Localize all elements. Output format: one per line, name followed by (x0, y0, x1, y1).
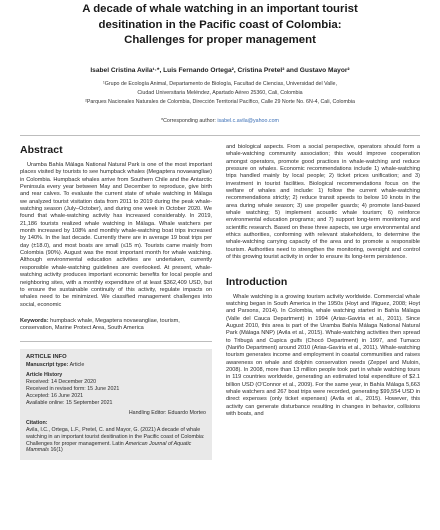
corresponding-author (10, 118, 430, 124)
handling-editor: Handling Editor: Eduardo Morteo (128, 409, 206, 416)
affiliation-line: ¹Grupo de Ecología Animal, Departamento de Biología, Facultad de Ciencias, Universidad del Valle, (103, 81, 337, 87)
abstract-continuation: and biological aspects. From a social perspective, operators should form a whale-watching community association; this would improve cooperation amongst operators, promote good practices in whale-watching and reduce pressure on whales. Economic recommendations include 1) whale-watching trips handled mainly by local people; 2) ticket prices unification; and 3) investment in tourist facilities. Biological recommendations focus on the welfare of whales and include: 1) follow the current whale-watching recommendations strictly; 2) reduce transit speeds to below 10 knots in the area during whale season; 3) use propeller guards; 4) promote land-based whale watching; 5) implement acoustic whale tourism; 6) reinforce environmental education programs; and 7) support long-term monitoring and scientific research. Based on these three aspects, we urge environmental and ethics authorities, conforming with relevant stakeholders, to determine the whale-watching carrying capacity of the area and to promote a responsible tourism. Authorities need to strengthen the monitoring, oversight and control of this growing tourist activity in order to ensure its long-term persistence. (226, 144, 420, 261)
affiliation-line: Ciudad Universitaria Meléndez, Apartado Aéreo 25360, Cali, Colombia (137, 90, 303, 96)
author-email-link[interactable]: isabel.c.avila@yahoo.com (217, 118, 279, 124)
keywords-label: Keywords: (20, 317, 49, 324)
abstract-text: Uramba Bahía Málaga National Natural Park is one of the most important places visited by tourists to see humpback whales (Megaptera novaeangliae) in Colombia. Humpback whales arrive from Southern Chile and the Antarctic Peninsula every year between May and December to reproduce, give birth and rear calves. To evaluate the current state of whale watching in Málaga we analyzed tourist visitation data from 2011 to 2019 during the peak whale-watching season (July–October), and during one week in October 2020. We found that whale-watching activity has increased considerably. In 2019, 21,186 tourists realized whale watching in Málaga. Whale watchers per month increased by 108% and monthly whale-watching boat trips increased by 140%. In the last decade. Currently there are in average 19 boat trips per day (±18.0), and most boats are small (≤15 m). Tourists came mainly from Colombia (90%). August was the most important month for whale watching. Although environmental education activities are undertaken, currently responsible whale-watching guidelines are overlooked. At present, whale-watching activity produces important economic benefits for local people and neighboring sites, with a monthly expenditure of at least $362,409 USD, but to ensure the sustainable continuity of this activity, regulate impacts on whales need to be minimized. We classified management challenges into social, economic (20, 162, 212, 308)
left-column (20, 144, 212, 460)
title-line-3: Challenges for proper management (124, 34, 316, 46)
citation-label: Citation: (26, 419, 48, 426)
keywords-text: humpback whale, Megaptera novaeangliae, tourism, conservation, Marine Protect Area, South America (20, 317, 180, 332)
citation-body: Avila, I.C., Ortega, L.F., Pretel, C. and Mayor, G. (2021) A decade of whale watching in an important tourist desitination in the Pacific coast of Colombia: Challenges for proper management. Latin (26, 426, 205, 447)
author-list: Isabel Cristina Avila¹·*, Luis Fernando Ortega², Cristina Pretel² and Gustavo Mayor² (90, 67, 350, 74)
journal-volume: 16(1) (48, 447, 63, 454)
paper-title (20, 2, 420, 49)
article-info-box (20, 349, 212, 461)
online-date: Available online: 15 September 2021 (26, 400, 113, 406)
manuscript-type (26, 362, 206, 369)
right-column (226, 144, 420, 418)
abstract-heading: Abstract (20, 144, 63, 156)
received-date: Received: 14 December 2020 (26, 379, 97, 386)
affiliations (10, 80, 430, 107)
history-label: Article History (26, 372, 63, 379)
keywords (20, 318, 212, 333)
manuscript-type-label: Manuscript type: (26, 362, 69, 369)
article-info-heading: ARTICLE INFO (26, 353, 67, 360)
header-divider (20, 135, 420, 136)
citation-text (26, 427, 206, 455)
journal-name: American Journal of Aquatic Mammals (26, 440, 192, 454)
title-line-1: A decade of whale watching in an important tourist (82, 3, 358, 15)
corresponding-label: *Corresponding author: (161, 118, 216, 124)
introduction-text: Whale watching is a growing tourism activity worldwide. Commercial whale watching began in South America in the 1950s (Hoyt and Iñiguez, 2008; Hoyt and Parsons, 2014). In Colombia, whale watching started in Bahía Málaga (Valle del Cauca Department) in 1994 (Arias-Gaviria et al., 2011). Since August 2010, this area is part of the Uramba Bahía Málaga National Natural Park (Málaga NNP) (Avila et al., 2015). Whale-watching activities then spread to Tribugá and Cupica gulfs (Chocó Department) in 1997, and Tumaco (Nariño Department) around 2010 (Arias-Gaviria et al., 2011). Whale-watching tourism generates income and employment in coastal communities and raises awareness on whale and dolphin conservation needs (Zeppel and Muloin, 2008). In 2008, more than 13 million people took part in whale watching tours in 119 countries worldwide, generating an estimated total expenditure of $2.1 billion USD (O'Connor et al., 2009). For the same year, in Bahía Málaga 5,663 whale watchers and 267 boat trips were recorded, generating $99,554 USD in direct expenses (only ticket expenses) (Avila et al., 2015). However, this activity can generate disturbance resulting in changes in behavior, collisions with boats, and (226, 293, 420, 417)
revised-date: Received in revised form: 15 June 2021 (26, 386, 120, 393)
title-line-2: desitination in the Pacific coast of Colombia: (98, 18, 342, 31)
affiliation-line: ²Parques Nacionales Naturales de Colombia, Dirección Territorial Pacífico, Calle 29 Norte No. 6N-4, Cali, Colombia (85, 99, 355, 105)
introduction-heading: Introduction (226, 275, 288, 288)
keywords-divider (20, 341, 212, 342)
manuscript-type-value: Article (68, 362, 85, 369)
accepted-date: Accepted: 16 June 2021 (26, 393, 84, 400)
